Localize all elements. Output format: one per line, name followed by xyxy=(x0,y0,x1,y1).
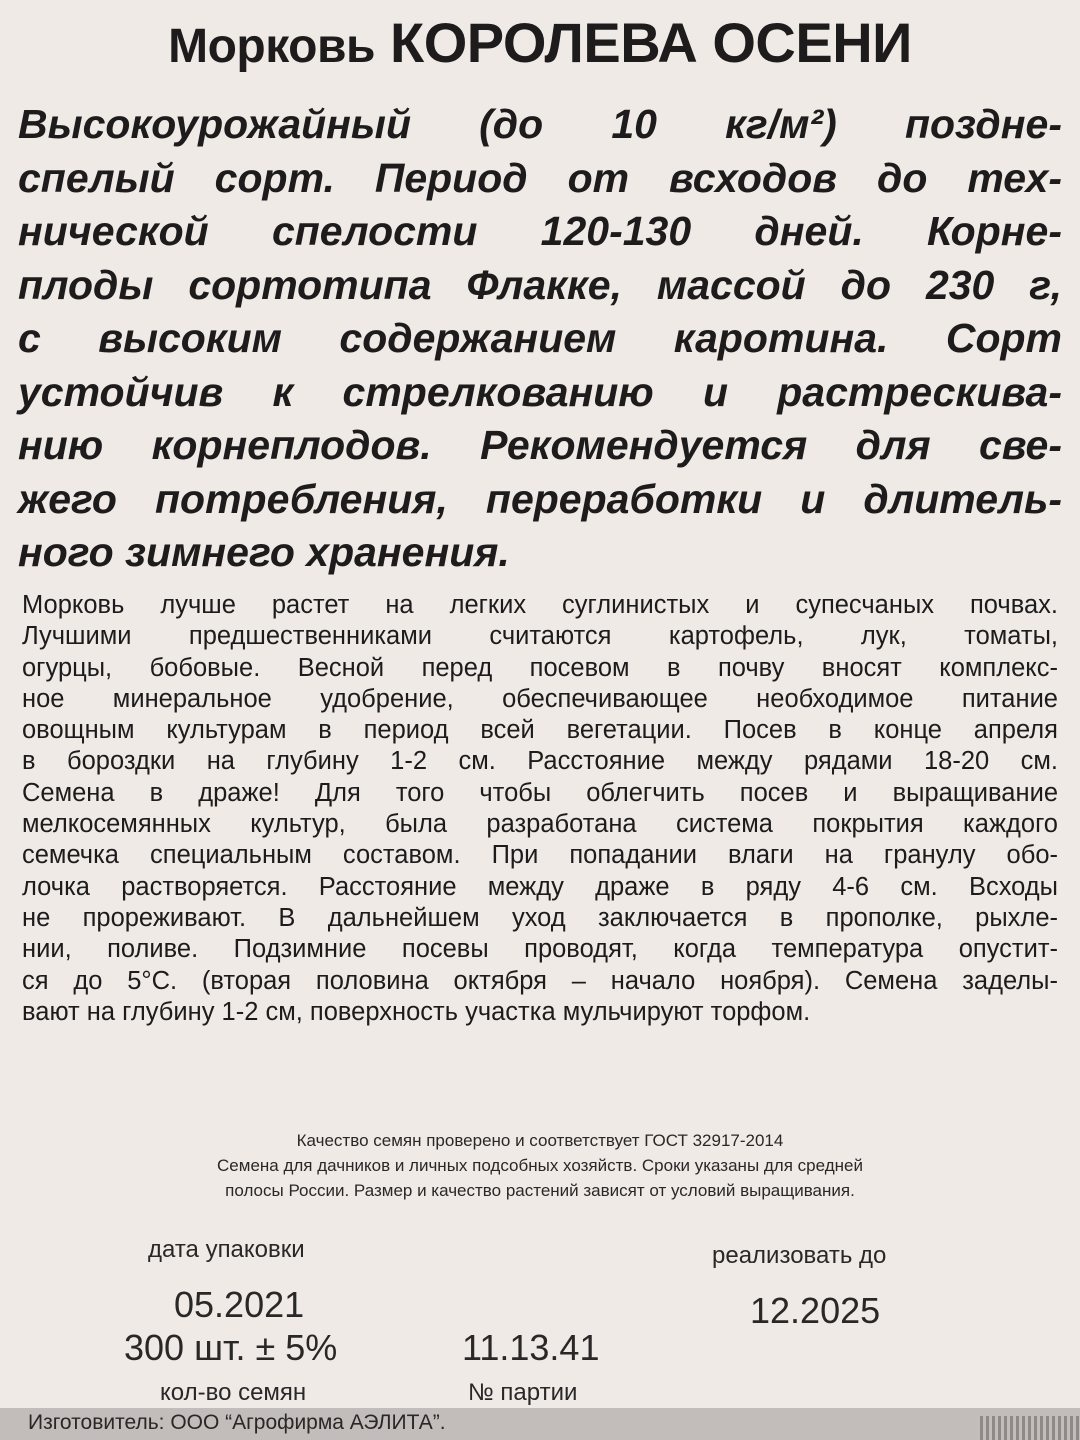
footer-band xyxy=(0,1408,1080,1440)
notice-line: полосы России. Размер и качество растений зависят от условий выращивания. xyxy=(225,1181,855,1200)
notice-line: Качество семян проверено и соответствует ГОСТ 32917-2014 xyxy=(296,1131,784,1150)
batch-number-value: 11.13.41 xyxy=(462,1327,600,1368)
description-line: спелый сорт. Период от всходов до тех- xyxy=(18,154,1062,201)
pack-date-label: дата упаковки xyxy=(148,1236,305,1263)
pack-date-value: 05.2021 xyxy=(174,1284,305,1325)
instruction-line: ное минеральное удобрение, обеспечивающее необходимое питание xyxy=(22,684,1058,713)
manufacturer-text: Изготовитель: ООО “Агрофирма АЭЛИТА”. xyxy=(28,1411,446,1434)
barcode-strip xyxy=(980,1416,1080,1440)
variety-description xyxy=(18,98,1062,580)
description-line: нию корнеплодов. Рекомендуется для све- xyxy=(18,422,1062,468)
sell-by-value: 12.2025 xyxy=(750,1290,881,1331)
instruction-line: семечка специальным составом. При попадании влаги на гранулу обо- xyxy=(22,841,1058,870)
instruction-line: Семена в драже! Для того чтобы облегчить посев и выращивание xyxy=(22,778,1058,807)
description-line: нической спелости 120-130 дней. Корне- xyxy=(18,208,1062,254)
instruction-line: ся до 5°С. (вторая половина октября – начало ноября). Семена заделы- xyxy=(22,966,1058,995)
notice-line: Семена для дачников и личных подсобных хозяйств. Сроки указаны для средней xyxy=(217,1156,863,1175)
instruction-line: Лучшими предшественниками считаются картофель, лук, томаты, xyxy=(22,622,1058,651)
instruction-line: Морковь лучше растет на легких суглинистых и супесчаных почвах. xyxy=(22,591,1058,619)
title-variety-name: КОРОЛЕВА ОСЕНИ xyxy=(390,11,912,74)
instruction-line: мелкосемянных культур, была разработана система покрытия каждого xyxy=(22,810,1058,839)
description-line: жего потребления, переработки и длитель- xyxy=(18,475,1062,522)
seed-count-value: 300 шт. ± 5% xyxy=(124,1327,338,1368)
instruction-line: овощным культурам в период всей вегетации. Посев в конце апреля xyxy=(22,716,1058,745)
instruction-line: лочка растворяется. Расстояние между драже в ряду 4-6 см. Всходы xyxy=(22,872,1058,901)
growing-instructions xyxy=(22,590,1058,1028)
description-line: плоды сортотипа Флакке, массой до 230 г, xyxy=(18,261,1062,308)
description-line: устойчив к стрелкованию и растрескива- xyxy=(18,368,1062,415)
instruction-line: в бороздки на глубину 1-2 см. Расстояние между рядами 18-20 см. xyxy=(22,747,1058,776)
instruction-line: нии, поливе. Подзимние посевы проводят, когда температура опустит- xyxy=(22,935,1058,964)
instruction-line: не прореживают. В дальнейшем уход заключается в прополке, рыхле- xyxy=(22,903,1058,932)
instruction-line: вают на глубину 1-2 см, поверхность участка мульчируют торфом. xyxy=(22,997,811,1026)
title-prefix: Морковь xyxy=(168,20,375,73)
instruction-line: огурцы, бобовые. Весной перед посевом в почву вносят комплекс- xyxy=(22,653,1058,682)
product-title xyxy=(0,10,1080,75)
quality-notice xyxy=(0,1128,1080,1203)
description-line: ного зимнего хранения. xyxy=(18,529,510,575)
description-line: с высоким содержанием каротина. Сорт xyxy=(18,315,1062,361)
sell-by-label: реализовать до xyxy=(712,1242,887,1269)
description-line: Высокоурожайный (до 10 кг/м²) поздне- xyxy=(18,101,1062,147)
batch-number-label: № партии xyxy=(468,1379,578,1406)
seed-count-label: кол-во семян xyxy=(160,1379,307,1406)
